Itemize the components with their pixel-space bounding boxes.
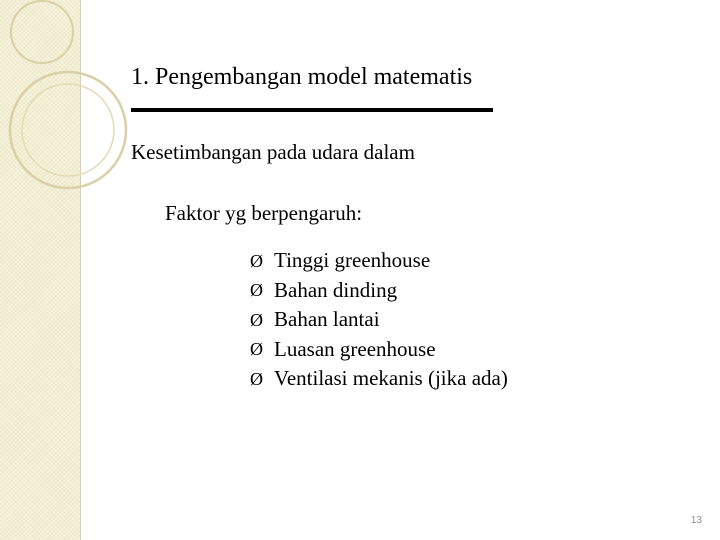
- arrow-bullet-icon: Ø: [250, 309, 263, 330]
- page-number: 13: [690, 515, 702, 526]
- title-underline: [131, 108, 493, 112]
- factor-label: Ventilasi mekanis (jika ada): [274, 366, 508, 391]
- slide-title: 1. Pengembangan model matematis: [131, 64, 473, 90]
- factor-label: Bahan lantai: [274, 307, 380, 332]
- list-item: [250, 305, 508, 335]
- factor-heading: Faktor yg berpengaruh:: [165, 201, 363, 225]
- arrow-bullet-icon: Ø: [250, 339, 263, 360]
- factor-list: [250, 246, 508, 394]
- side-decoration-band: [0, 0, 81, 540]
- list-item: [250, 335, 508, 365]
- list-item: [250, 364, 508, 394]
- list-item: [250, 246, 508, 276]
- factor-label: Tinggi greenhouse: [274, 248, 431, 273]
- arrow-bullet-icon: Ø: [250, 280, 263, 301]
- list-item: [250, 276, 508, 306]
- arrow-bullet-icon: Ø: [250, 368, 263, 389]
- section-subheading: Kesetimbangan pada udara dalam: [131, 140, 415, 164]
- factor-label: Luasan greenhouse: [274, 336, 436, 361]
- factor-label: Bahan dinding: [274, 277, 398, 302]
- arrow-bullet-icon: Ø: [250, 250, 263, 271]
